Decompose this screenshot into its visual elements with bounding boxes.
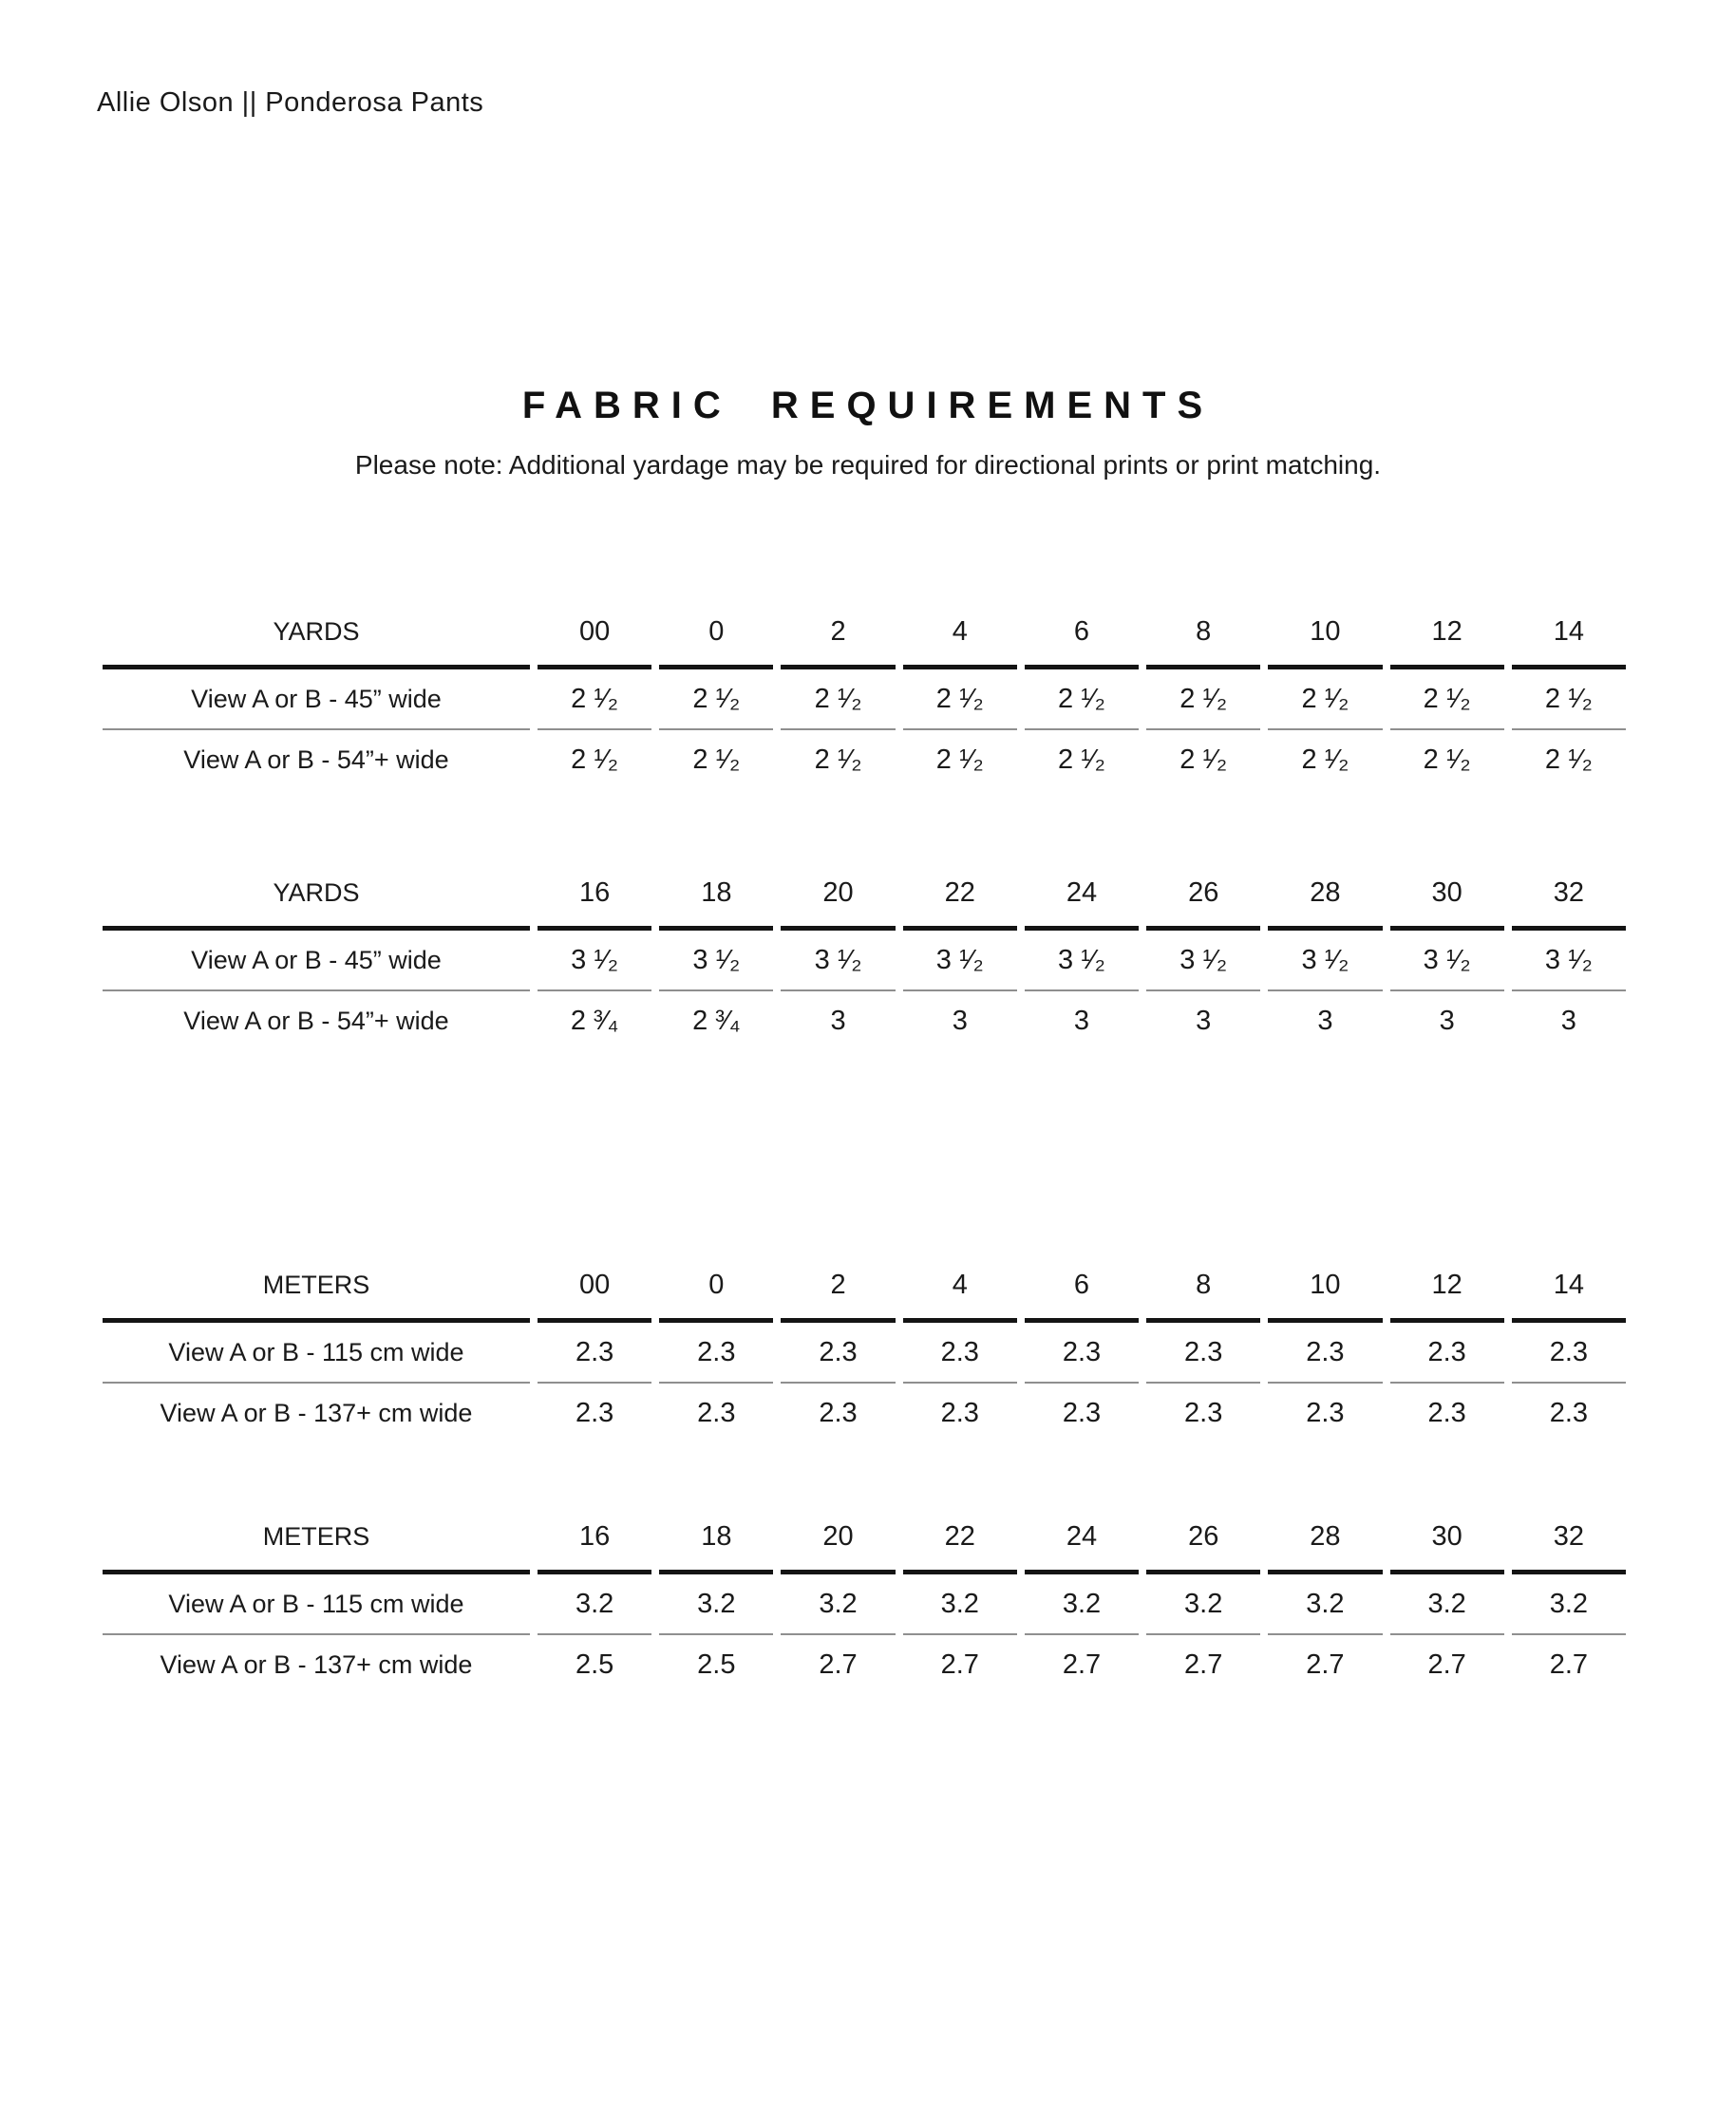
value-cell: 2 ¹⁄₂ <box>659 669 773 730</box>
size-header: 00 <box>538 598 651 669</box>
value-cell: 2.7 <box>819 1648 858 1680</box>
value-cell: 2.3 <box>1549 1397 1589 1428</box>
size-header: 20 <box>781 859 895 931</box>
value-cell: 2 ¹⁄₂ <box>1179 744 1228 775</box>
table-row <box>103 730 1626 789</box>
value-cell: 2.7 <box>1549 1648 1589 1680</box>
size-header: 14 <box>1512 1252 1626 1323</box>
table-header-row <box>103 1252 1626 1323</box>
table-row <box>103 669 1626 730</box>
value-cell: 2.3 <box>697 1397 736 1428</box>
value-cell: 2 ¹⁄₂ <box>1390 669 1504 730</box>
size-header: 26 <box>1146 859 1260 931</box>
value-cell: 2 ¹⁄₂ <box>1146 669 1260 730</box>
row-label: View A or B - 137+ cm wide <box>160 1649 473 1679</box>
value-cell: 3 ¹⁄₂ <box>903 931 1017 991</box>
size-header: 8 <box>1146 598 1260 669</box>
value-cell: 3 <box>1196 1005 1212 1036</box>
size-header: 18 <box>659 859 773 931</box>
table-row <box>103 931 1626 991</box>
value-cell: 3.2 <box>1025 1574 1139 1635</box>
table-row <box>103 1384 1626 1442</box>
size-header: 00 <box>538 1252 651 1323</box>
value-cell: 2.3 <box>940 1397 979 1428</box>
value-cell: 2.3 <box>575 1397 614 1428</box>
size-header: 12 <box>1390 1252 1504 1323</box>
value-cell: 2 ¹⁄₂ <box>692 744 741 775</box>
value-cell: 3 <box>1073 1005 1090 1036</box>
row-label: View A or B - 115 cm wide <box>103 1574 530 1635</box>
value-cell: 2.3 <box>1268 1323 1382 1384</box>
size-header: 24 <box>1025 1503 1139 1574</box>
meters-table-sizes-16-32 <box>95 1503 1633 1694</box>
size-header: 6 <box>1025 598 1139 669</box>
size-header: 30 <box>1390 1503 1504 1574</box>
value-cell: 2 ¹⁄₂ <box>538 669 651 730</box>
value-cell: 2.3 <box>903 1323 1017 1384</box>
size-header: 24 <box>1025 859 1139 931</box>
value-cell: 2.3 <box>1306 1397 1345 1428</box>
page-title: FABRIC REQUIREMENTS <box>521 385 1215 426</box>
size-header: 18 <box>659 1503 773 1574</box>
value-cell: 2.7 <box>1306 1648 1345 1680</box>
value-cell: 2 ¹⁄₂ <box>1301 744 1349 775</box>
page-note: Please note: Additional yardage may be required for directional prints or print matching. <box>354 450 1382 480</box>
table-header-row <box>103 859 1626 931</box>
size-header: 0 <box>659 1252 773 1323</box>
value-cell: 2.3 <box>1025 1323 1139 1384</box>
size-header: 8 <box>1146 1252 1260 1323</box>
size-header: 4 <box>903 1252 1017 1323</box>
value-cell: 3 ¹⁄₂ <box>1390 931 1504 991</box>
table-row <box>103 1635 1626 1694</box>
value-cell: 3 <box>1439 1005 1455 1036</box>
unit-header: METERS <box>103 1252 530 1323</box>
size-header: 32 <box>1512 1503 1626 1574</box>
size-header: 16 <box>538 1503 651 1574</box>
size-header: 28 <box>1268 859 1382 931</box>
value-cell: 2 ¹⁄₂ <box>781 669 895 730</box>
size-header: 2 <box>781 598 895 669</box>
size-header: 10 <box>1268 1252 1382 1323</box>
value-cell: 3 ¹⁄₂ <box>781 931 895 991</box>
size-header: 2 <box>781 1252 895 1323</box>
value-cell: 2 ¹⁄₂ <box>1025 669 1139 730</box>
row-label: View A or B - 45” wide <box>103 931 530 991</box>
value-cell: 3.2 <box>781 1574 895 1635</box>
size-header: 22 <box>903 859 1017 931</box>
value-cell: 2.3 <box>1184 1397 1223 1428</box>
value-cell: 3 ¹⁄₂ <box>1025 931 1139 991</box>
value-cell: 3 <box>1317 1005 1333 1036</box>
value-cell: 3 <box>830 1005 846 1036</box>
table-row <box>103 1323 1626 1384</box>
size-header: 0 <box>659 598 773 669</box>
value-cell: 2.3 <box>819 1397 858 1428</box>
value-cell: 3 ¹⁄₂ <box>538 931 651 991</box>
value-cell: 2 ¹⁄₂ <box>903 669 1017 730</box>
value-cell: 3.2 <box>1268 1574 1382 1635</box>
size-header: 30 <box>1390 859 1504 931</box>
unit-header: YARDS <box>103 859 530 931</box>
value-cell: 2 ¹⁄₂ <box>1058 744 1105 775</box>
value-cell: 3 ¹⁄₂ <box>1146 931 1260 991</box>
value-cell: 3 ¹⁄₂ <box>659 931 773 991</box>
value-cell: 2 ¹⁄₂ <box>935 744 984 775</box>
value-cell: 3 <box>952 1005 968 1036</box>
value-cell: 2.3 <box>1427 1397 1466 1428</box>
row-label: View A or B - 45” wide <box>103 669 530 730</box>
size-header: 28 <box>1268 1503 1382 1574</box>
size-header: 22 <box>903 1503 1017 1574</box>
value-cell: 2.7 <box>1427 1648 1466 1680</box>
value-cell: 2.7 <box>940 1648 979 1680</box>
size-header: 32 <box>1512 859 1626 931</box>
value-cell: 2 ¹⁄₂ <box>1423 744 1471 775</box>
size-header: 6 <box>1025 1252 1139 1323</box>
value-cell: 2 ³⁄₄ <box>570 1005 619 1036</box>
value-cell: 2.7 <box>1184 1648 1223 1680</box>
row-label: View A or B - 115 cm wide <box>103 1323 530 1384</box>
value-cell: 2 ³⁄₄ <box>692 1005 741 1036</box>
size-header: 26 <box>1146 1503 1260 1574</box>
value-cell: 2.5 <box>575 1648 614 1680</box>
unit-header: YARDS <box>103 598 530 669</box>
row-label: View A or B - 54”+ wide <box>183 1006 449 1035</box>
size-header: 20 <box>781 1503 895 1574</box>
value-cell: 2.3 <box>659 1323 773 1384</box>
table-header-row <box>103 598 1626 669</box>
meters-table-sizes-00-14 <box>95 1252 1633 1442</box>
value-cell: 2.5 <box>697 1648 736 1680</box>
table-row <box>103 1574 1626 1635</box>
table-header-row <box>103 1503 1626 1574</box>
value-cell: 3.2 <box>1146 1574 1260 1635</box>
value-cell: 2 ¹⁄₂ <box>1544 744 1593 775</box>
value-cell: 3 ¹⁄₂ <box>1512 931 1626 991</box>
size-header: 10 <box>1268 598 1382 669</box>
value-cell: 2.3 <box>538 1323 651 1384</box>
value-cell: 3.2 <box>903 1574 1017 1635</box>
value-cell: 2 ¹⁄₂ <box>814 744 862 775</box>
value-cell: 2.3 <box>1062 1397 1102 1428</box>
value-cell: 2 ¹⁄₂ <box>571 744 619 775</box>
value-cell: 3 ¹⁄₂ <box>1268 931 1382 991</box>
value-cell: 2.3 <box>1512 1323 1626 1384</box>
value-cell: 3.2 <box>659 1574 773 1635</box>
yards-table-sizes-00-14 <box>95 598 1633 789</box>
value-cell: 2.3 <box>1390 1323 1504 1384</box>
value-cell: 3.2 <box>1512 1574 1626 1635</box>
row-label: View A or B - 54”+ wide <box>183 744 449 774</box>
unit-header: METERS <box>103 1503 530 1574</box>
yards-table-sizes-16-32 <box>95 859 1633 1050</box>
value-cell: 3 <box>1560 1005 1576 1036</box>
row-label: View A or B - 137+ cm wide <box>160 1398 473 1427</box>
value-cell: 2 ¹⁄₂ <box>1512 669 1626 730</box>
value-cell: 2.3 <box>781 1323 895 1384</box>
size-header: 4 <box>903 598 1017 669</box>
table-row <box>103 991 1626 1050</box>
document-byline: Allie Olson || Ponderosa Pants <box>97 87 484 118</box>
value-cell: 3.2 <box>538 1574 651 1635</box>
value-cell: 3.2 <box>1390 1574 1504 1635</box>
size-header: 16 <box>538 859 651 931</box>
size-header: 14 <box>1512 598 1626 669</box>
value-cell: 2.7 <box>1062 1648 1102 1680</box>
value-cell: 2 ¹⁄₂ <box>1268 669 1382 730</box>
value-cell: 2.3 <box>1146 1323 1260 1384</box>
size-header: 12 <box>1390 598 1504 669</box>
